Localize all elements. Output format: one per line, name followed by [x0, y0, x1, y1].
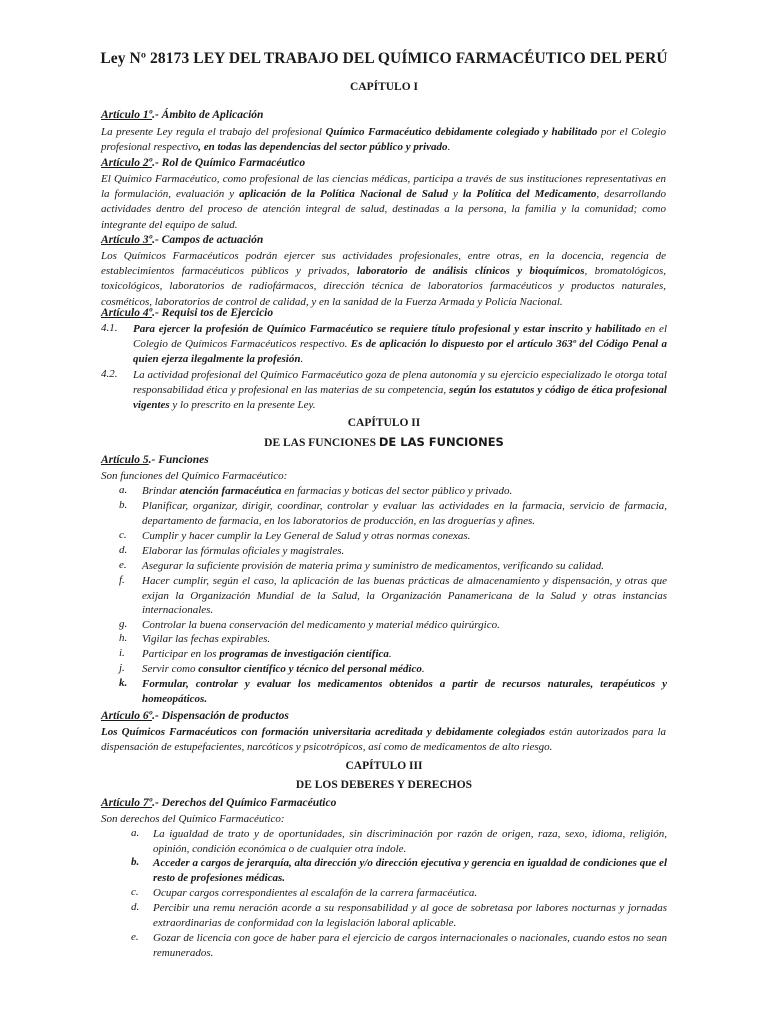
article-1-text: La presente Ley regula el trabajo del profesional Químico Farmacéutico debidamente colegiado y habilitado por el Colegio profesional respectivo, en todas las dependencias del sector público y privado.: [101, 126, 666, 154]
function-item: Servir como consultor científico y técnico del personal médico.: [142, 663, 425, 675]
chapter-3-heading: CAPÍTULO III: [345, 760, 423, 772]
function-letter: k.: [119, 677, 128, 689]
article-5-intro: Son funciones del Químico Farmacéutico:: [101, 470, 288, 482]
clause-4-1-number: 4.1.: [101, 322, 118, 334]
article-1-heading: Artículo 1º.- Ámbito de Aplicación: [101, 109, 264, 121]
function-item: Elaborar las fórmulas oficiales y magistrales.: [142, 545, 345, 557]
function-letter: e.: [119, 559, 127, 571]
function-item: Cumplir y hacer cumplir la Ley General de Salud y otras normas conexas.: [142, 530, 471, 542]
article-7-heading: Artículo 7º.- Derechos del Químico Farmacéutico: [101, 797, 337, 809]
function-letter: f.: [119, 574, 125, 586]
article-6-heading: Artículo 6º.- Dispensación de productos: [101, 710, 289, 722]
right-item: Gozar de licencia con goce de haber para el ejercicio de cargos internacionales o nacionales, cuando estos no sean remunerados.: [153, 932, 667, 960]
function-letter: b.: [119, 499, 128, 511]
function-letter: g.: [119, 618, 128, 630]
function-item: Participar en los programas de investigación científica.: [142, 648, 392, 660]
function-item: Controlar la buena conservación del medicamento y material médico quirúrgico.: [142, 619, 500, 631]
chapter-2-heading: CAPÍTULO II: [347, 417, 421, 429]
function-letter: i.: [119, 647, 125, 659]
right-letter: d.: [131, 901, 140, 913]
function-item: Hacer cumplir, según el caso, la aplicación de las buenas prácticas de almacenamiento y dispensación, y otras que exijan la Organización Mundial de la Salud, la Organización Panamericana de la Salud y otras instancias internacionales.: [142, 575, 667, 617]
function-letter: j.: [119, 662, 125, 674]
right-item: Acceder a cargos de jerarquía, alta dirección y/o dirección ejecutiva y gerencia en igualdad de condiciones que el resto de profesiones médicas.: [153, 857, 667, 885]
article-5-heading: Artículo 5.- Funciones: [101, 454, 209, 466]
article-6-text: Los Químicos Farmacéuticos con formación universitaria acreditada y debidamente colegiados están autorizados para la dispensación de estupefacientes, narcóticos y psicotrópicos, así como de medicamentos de alto riesgo.: [101, 726, 667, 754]
chapter-1-heading: CAPÍTULO I: [349, 81, 419, 93]
function-letter: a.: [119, 484, 128, 496]
chapter-3-subheading: DE LOS DEBERES Y DERECHOS: [295, 779, 473, 791]
document-title: Ley Nº 28173 LEY DEL TRABAJO DEL QUÍMICO FARMACÉUTICO DEL PERÚ: [100, 50, 668, 67]
article-2-text: El Químico Farmacéutico, como profesional de las ciencias médicas, participa a través de sus instituciones representativas en la formulación, evaluación y aplicación de la Política Nacional de Salud y la Política del Medicamento, desarrollando actividades dentro del proceso de atención integral de salud, destinadas a la persona, la familia y la comunidad; como integrante del equipo de salud.: [101, 173, 666, 231]
function-item: Formular, controlar y evaluar los medicamentos obtenidos a partir de recursos naturales, terapéuticos y homeopáticos.: [142, 678, 667, 705]
right-letter: b.: [131, 856, 140, 868]
chapter-2-subheading: DE LAS FUNCIONES DE LAS FUNCIONES: [264, 435, 504, 449]
function-item: Vigilar las fechas expirables.: [142, 633, 271, 645]
function-letter: h.: [119, 632, 128, 644]
right-item: La igualdad de trato y de oportunidades, sin discriminación por razón de origen, raza, sexo, idioma, religión, opinión, condición económica o de cualquier otra índole.: [153, 828, 667, 856]
article-3-heading: Artículo 3º.- Campos de actuación: [101, 234, 264, 246]
article-2-heading: Artículo 2º.- Rol de Químico Farmacéutico: [101, 157, 306, 169]
article-4-heading: Artículo 4º.- Requisi tos de Ejercicio: [101, 307, 274, 319]
right-letter: c.: [131, 886, 139, 898]
right-letter: e.: [131, 931, 139, 943]
right-item: Percibir una remu neración acorde a su responsabilidad y al goce de sobretasa por labores nocturnas y jornadas extraordinarias de conformidad con la legislación laboral aplicable.: [153, 902, 667, 930]
right-letter: a.: [131, 827, 140, 839]
clause-4-1-text: Para ejercer la profesión de Químico Farmacéutico se requiere título profesional y estar inscrito y habilitado en el Colegio de Químicos Farmacéuticos respectivo. Es de aplicación lo dispuesto por el artículo 363º del Código Penal a quien ejerza ilegalmente la profesión.: [133, 323, 668, 366]
article-3-text: Los Químicos Farmacéuticos podrán ejercer sus actividades profesionales, entre otras, en la docencia, regencia de establecimientos farmacéuticos públicos y privados, laboratorio de análisis clínicos y bioquímicos, bromatológicos, toxicológicos, laboratorios de radiofármacos, dirección técnica de laboratorios farmacéuticos y productos naturales, cosméticos, laboratorios de control de calidad, y en la sanidad de la Fuerza Armada y Policía Nacional.: [101, 250, 667, 308]
right-item: Ocupar cargos correspondientes al escalafón de la carrera farmacéutica.: [153, 887, 478, 899]
clause-4-2-text: La actividad profesional del Químico Farmacéutico goza de plena autonomía y su ejercicio especializado le otorga total responsabilidad ética y profesional en las materias de su competencia, según los estatutos y código de ética profesional vigentes y lo prescrito en la presente Ley.: [133, 369, 667, 412]
article-7-intro: Son derechos del Químico Farmacéutico:: [101, 813, 285, 825]
function-item: Planificar, organizar, dirigir, coordinar, controlar y evaluar las actividades en la farmacia, servicio de farmacia, departamento de farmacia, en los laboratorios de producción, en las droguerías y afines.: [142, 500, 667, 527]
clause-4-2-number: 4.2.: [101, 368, 118, 380]
function-item: Asegurar la suficiente provisión de materia prima y suministro de medicamentos, verificando su calidad.: [142, 560, 605, 572]
function-letter: d.: [119, 544, 128, 556]
function-item: Brindar atención farmacéutica en farmacias y boticas del sector público y privado.: [142, 485, 513, 497]
function-letter: c.: [119, 529, 127, 541]
